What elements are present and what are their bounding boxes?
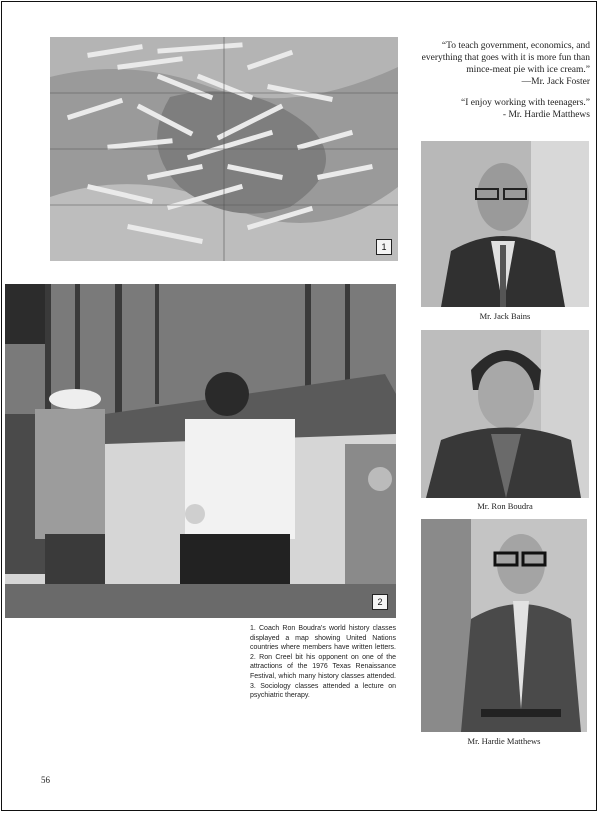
portrait-name-boudra: Mr. Ron Boudra [477,501,533,511]
portrait-name-matthews: Mr. Hardie Matthews [467,736,541,746]
quotes-block [412,40,590,130]
portrait-hardie-matthews [421,519,587,732]
festival-fight-photo [5,284,396,618]
quote-foster-text: “To teach government, economics, and everything that goes with it is more fun than mince-meat pie with ice cream.” [421,41,590,75]
photo-number-1: 1 [376,239,392,255]
quote-foster [412,40,590,88]
portrait-name-bains: Mr. Jack Bains [479,311,531,321]
portrait-ron-boudra [421,330,589,498]
quote-matthews-attribution: - Mr. Hardie Matthews [502,110,590,120]
portrait-jack-bains [421,141,589,307]
quote-foster-attribution: —Mr. Jack Foster [521,77,590,87]
photo-caption: 1. Coach Ron Boudra's world history classes displayed a map showing United Nations countries where members have written letters. 2. Ron Creel bit his opponent on one of the attractions of the 1976 Texas Renaissance Festival, which many history classes attended. 3. Sociology classes attended a lecture on psychiatric therapy. [250,625,396,700]
photo-number-2: 2 [372,594,388,610]
quote-matthews-text: “I enjoy working with teenagers.” [461,98,590,108]
quote-matthews [412,97,590,121]
map-photo [50,37,398,261]
page-number: 56 [41,775,50,785]
